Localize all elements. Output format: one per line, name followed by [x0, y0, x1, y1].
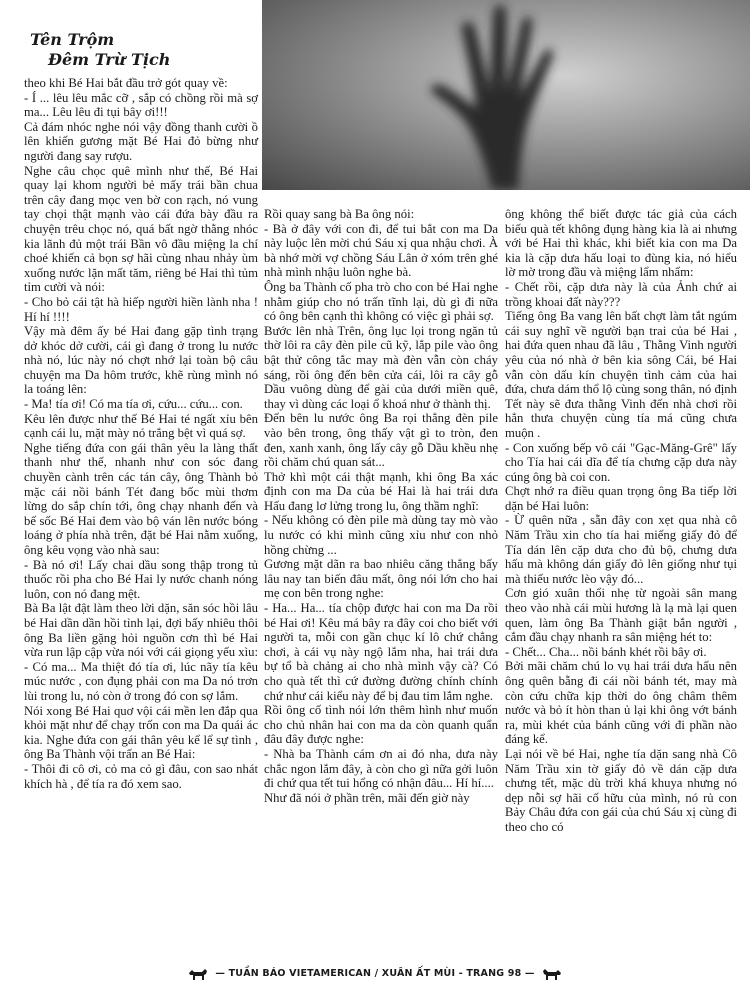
- paragraph: Nghe tiếng đứa con gái thân yêu la làng thất thanh như thế, nhanh như con sóc đang chuyền cành trên các tán cây, ông Thành bỏ mặc cái nồi bánh Tét đang bốc mùi thơm lừng do sắp chín tới, ông chạy nhanh đến và bế sốc Bé Hai đem vào bộ ván lên nước bóng loáng ở phía nhà trên, đặt bé Hai nằm xuống, ông kêu vọng vào nhà sau:: [24, 440, 258, 557]
- paragraph: Vậy mà đêm ấy bé Hai đang gặp tình trạng dở khóc dở cười, cái gì đang ở trong lu nước nhà nó, lúc này nó chợt nhớ lại toàn bộ câu chuyện ma Da hôm trước, khẽ rùng mình nó la toáng lên:: [24, 324, 258, 397]
- paragraph: Như đã nói ở phần trên, mãi đến giờ này: [264, 790, 470, 805]
- paragraph: Ông ba Thành cố pha trò cho con bé Hai nghe nhằm giúp cho nó trấn tĩnh lại, dù gì đi nữa có ông bên cạnh thì không có việc gì phải sợ.: [264, 279, 498, 324]
- paragraph: - Nhà ba Thành cám ơn ai đó nha, dưa này chắc ngon lắm đây, à còn cho gì nữa gởi luôn đi chứ qua tết tui hổng có nhận đâu... Hí hí....: [264, 746, 498, 791]
- hand-icon: [262, 0, 750, 190]
- footer-text: — TUẦN BÁO VIETAMERICAN / XUÂN ẤT MÙI - TRANG 98 —: [215, 968, 535, 979]
- paragraph: - Bà ở đây với con đi, để tui bắt con ma Da này luộc lên mời chú Sáu xị qua nhậu chơi. À bà nhớ mời vợ chồng Sáu Lân ở xóm trên ghé nhà mình nhậu luôn nghe bà.: [264, 221, 498, 280]
- hand-behind-glass-photo: [262, 0, 750, 190]
- paragraph: Tiếng ông Ba vang lên bất chợt làm tắt ngúm cái suy nghĩ về người bạn trai của bé Hai , hai đứa quen nhau đã lâu , Thằng Vinh người yêu của nó nhà ở bên kia sông Cái, bé Hai vẫn còn dấu kín chuyện tình cảm của hai đứa, chưa dám thổ lộ cùng song thân, nó định Tết này sẽ đưa thằng Vinh đến nhà chơi rồi hẳn thưa chuyện cùng tía má cũng chưa muộn .: [505, 309, 737, 440]
- paragraph: Nghe câu chọc quê mình như thế, Bé Hai quay lại khom người bẻ mấy trái bần chua trên cây đang mọc ven bờ con rạch, nó vung tay chọi thật mạnh vào cái đứa bày đầu ra chuyện trêu chọc nó, quá bất ngờ thằng nhóc kia lãnh đủ một trái Bần vô đầu miệng la chí choé khiến cả bọn sợ hãi cùng nhau nhảy ùm xuống nước lặn mất tăm, riêng bé Hai thì tủm tỉm cười và nói:: [24, 163, 258, 295]
- article-title-line-2: Đêm Trừ Tịch: [48, 50, 171, 69]
- paragraph: - Chết... Cha... nồi bánh khét rồi bây ơi.: [505, 644, 707, 659]
- paragraph: Kêu lên được như thế Bé Hai té ngất xỉu bên cạnh cái lu, mặt mày nó trắng bệt vì quá sợ.: [24, 411, 258, 441]
- paragraph: Nói xong Bé Hai quơ vội cái mền len đắp qua khỏi mặt như để chạy trốn con ma Da quái ác kia. Nghe đứa con gái thân yêu kể lể sự tình , ông Ba Thành vội trấn an Bé Hai:: [24, 703, 258, 762]
- paragraph: Rồi ông cố tình nói lớn thêm hình như muốn cho chủ nhân hai con ma da còn quanh quẩn đâu đây được nghe:: [264, 703, 498, 747]
- paragraph: - Có ma... Ma thiệt đó tía ơi, lúc nãy tía kêu múc nước , con đụng phải con ma Da nó trơn lùi trong lu, nó còn ở trong đó con sợ lắm.: [24, 659, 258, 703]
- paragraph: - Bà nó ơi! Lấy chai dầu song thập trong tủ thuốc rồi pha cho Bé Hai ly nước chanh nóng luôn, con nó đang mệt.: [24, 557, 258, 601]
- paragraph: Đến bên lu nước ông Ba rọi thẳng đèn pile vào bên trong, ông thấy vật gì to tròn, đen đen, xanh xanh, ông lấy cây gỗ Dầu khều nhẹ rồi chăm chú quan sát...: [264, 411, 498, 470]
- article-title-line-1: Tên Trộm: [30, 30, 115, 49]
- paragraph: - Chết rồi, cặp dưa này là của Ảnh chứ ai trồng khoai đất này???: [505, 279, 737, 309]
- paragraph: - Thôi đi cô ơi, cỏ ma cỏ gì đâu, con sao nhát khích hà , để tía ra đó xem sao.: [24, 761, 258, 791]
- paragraph: Cơn gió xuân thổi nhẹ từ ngoài sân mang theo vào nhà cái mùi hương là lạ mà lại quen quen, làm ông Ba Thành giật bắn người , cắm đầu chạy nhanh ra sân miệng hét to:: [505, 586, 737, 645]
- page-footer: [0, 966, 750, 982]
- paragraph: Rồi quay sang bà Ba ông nói:: [264, 207, 415, 221]
- paragraph: - Ừ quên nữa , sẵn đây con xẹt qua nhà cô Năm Trầu xin cho tía hai miếng giấy đỏ để Tía dán lên cặp dưa cho đủ bộ, chưng dưa hấu mà không dán giấy đỏ lên giống như tụi mà thiếu nước lèo vậy đó...: [505, 513, 737, 586]
- article-column-2: [264, 207, 498, 805]
- paragraph: Thở khì một cái thật mạnh, khi ông Ba xác định con ma Da của bé Hai là hai trái dưa Hấu đang lơ lửng trong lu, ông thầm nghĩ:: [264, 469, 498, 513]
- paragraph: Gương mặt dãn ra bao nhiêu căng thẳng bấy lâu nay tan biến đâu mất, ông nói lớn cho hai mẹ con bên trong nghe:: [264, 557, 498, 601]
- paragraph: Lại nói về bé Hai, nghe tía dặn sang nhà Cô Năm Trầu xin tờ giấy đỏ về dán cặp dưa chưng tết, mặc dù trời khá khuya nhưng nó dẹp nỗi sợ hãi cố hữu của mình, nó rủ con Bảy Châu đứa con gái của chú Sáu xị cùng đi theo cho có: [505, 746, 737, 834]
- paragraph: theo khi Bé Hai bắt đầu trở gót quay về:: [24, 76, 228, 90]
- paragraph: - Ha... Ha... tía chộp được hai con ma Da rồi bé Hai ơi! Kêu má bây ra đây coi cho biết với người ta, mỗi con gần chục kí lô chứ chẳng chơi, à cái vụ này ngộ lắm nha, hai trái dưa bự tổ bà chảng ai cho nhà mình vậy cà? Có cho quà tết thì cứ đường đường chính chính chứ như cái kiểu này để bị đau tim lắm nghe.: [264, 601, 498, 703]
- paragraph: Bà Ba lật đật làm theo lời dặn, săn sóc hồi lâu bé Hai dần dần hồi tỉnh lại, đợi bấy nhiêu thôi ông Ba liền gặng hỏi nguồn cơn thì bé Hai vừa run lập cập vừa nói với cái giọng yếu xìu:: [24, 601, 258, 660]
- article-title: [30, 30, 250, 70]
- dog-icon: [187, 967, 209, 981]
- article-column-1: [24, 76, 258, 791]
- paragraph: - Nếu không có đèn pile mà dùng tay mò vào lu nước có khi mình cũng xỉu như con nhỏ hồng chừng ...: [264, 513, 498, 557]
- paragraph: Cả đám nhóc nghe nói vậy đồng thanh cười ồ lên khiến gương mặt Bé Hai đỏ bừng như người đang say rượu.: [24, 119, 258, 163]
- article-column-3: [505, 207, 737, 835]
- paragraph: - Ma! tía ơi! Có ma tía ơi, cứu... cứu... con.: [24, 397, 243, 412]
- dog-icon: [541, 967, 563, 981]
- paragraph: Bởi mãi chăm chú lo vụ hai trái dưa hấu nên ông quên bẵng đi cái nồi bánh tét, may mà còn cứu chữa kịp thời do ông châm thêm nước và bỏ ít hòn than ủ lại khi ông vớt bánh ra, mùi khét của bánh cũng với đi phần nào đáng kể.: [505, 659, 737, 747]
- paragraph: - Í ... lêu lêu mắc cỡ , sắp có chồng rồi mà sợ ma... Lêu lêu đi tụi bây ơi!!!: [24, 90, 258, 120]
- paragraph: Bước lên nhà Trên, ông lục lọi trong ngăn tủ thờ lôi ra cây đèn pile cũ kỹ, lắp pile vào ông bật thử công tắc may mà đèn vẫn còn cháy sáng, rồi ông đến bên cửa cái, lôi ra cây gỗ Dầu vuông dùng để gài của dưới miền quê, thay vì dùng các loại ổ khoá như ở thành thị.: [264, 323, 498, 411]
- paragraph: Chợt nhớ ra điều quan trọng ông Ba tiếp lời dặn bé Hai luôn:: [505, 484, 737, 513]
- paragraph: ông không thể biết được tác giả của cách biếu quà tết không đụng hàng kia là ai nhưng với bé Hai thì khác, khi biết kia con ma Da kia là cặp dưa hấu loại to đùng kia, nó hiểu lờ mờ trong đầu và miệng lẩm nhẩm:: [505, 207, 737, 280]
- paragraph: - Con xuống bếp vô cái "Gạc-Măng-Grê" lấy cho Tía hai cái dĩa để tía chưng cặp dưa này cúng ông bà coi con.: [505, 440, 737, 484]
- paragraph: - Cho bỏ cái tật hà hiếp người hiền lành nha ! Hí hí !!!!: [24, 294, 258, 324]
